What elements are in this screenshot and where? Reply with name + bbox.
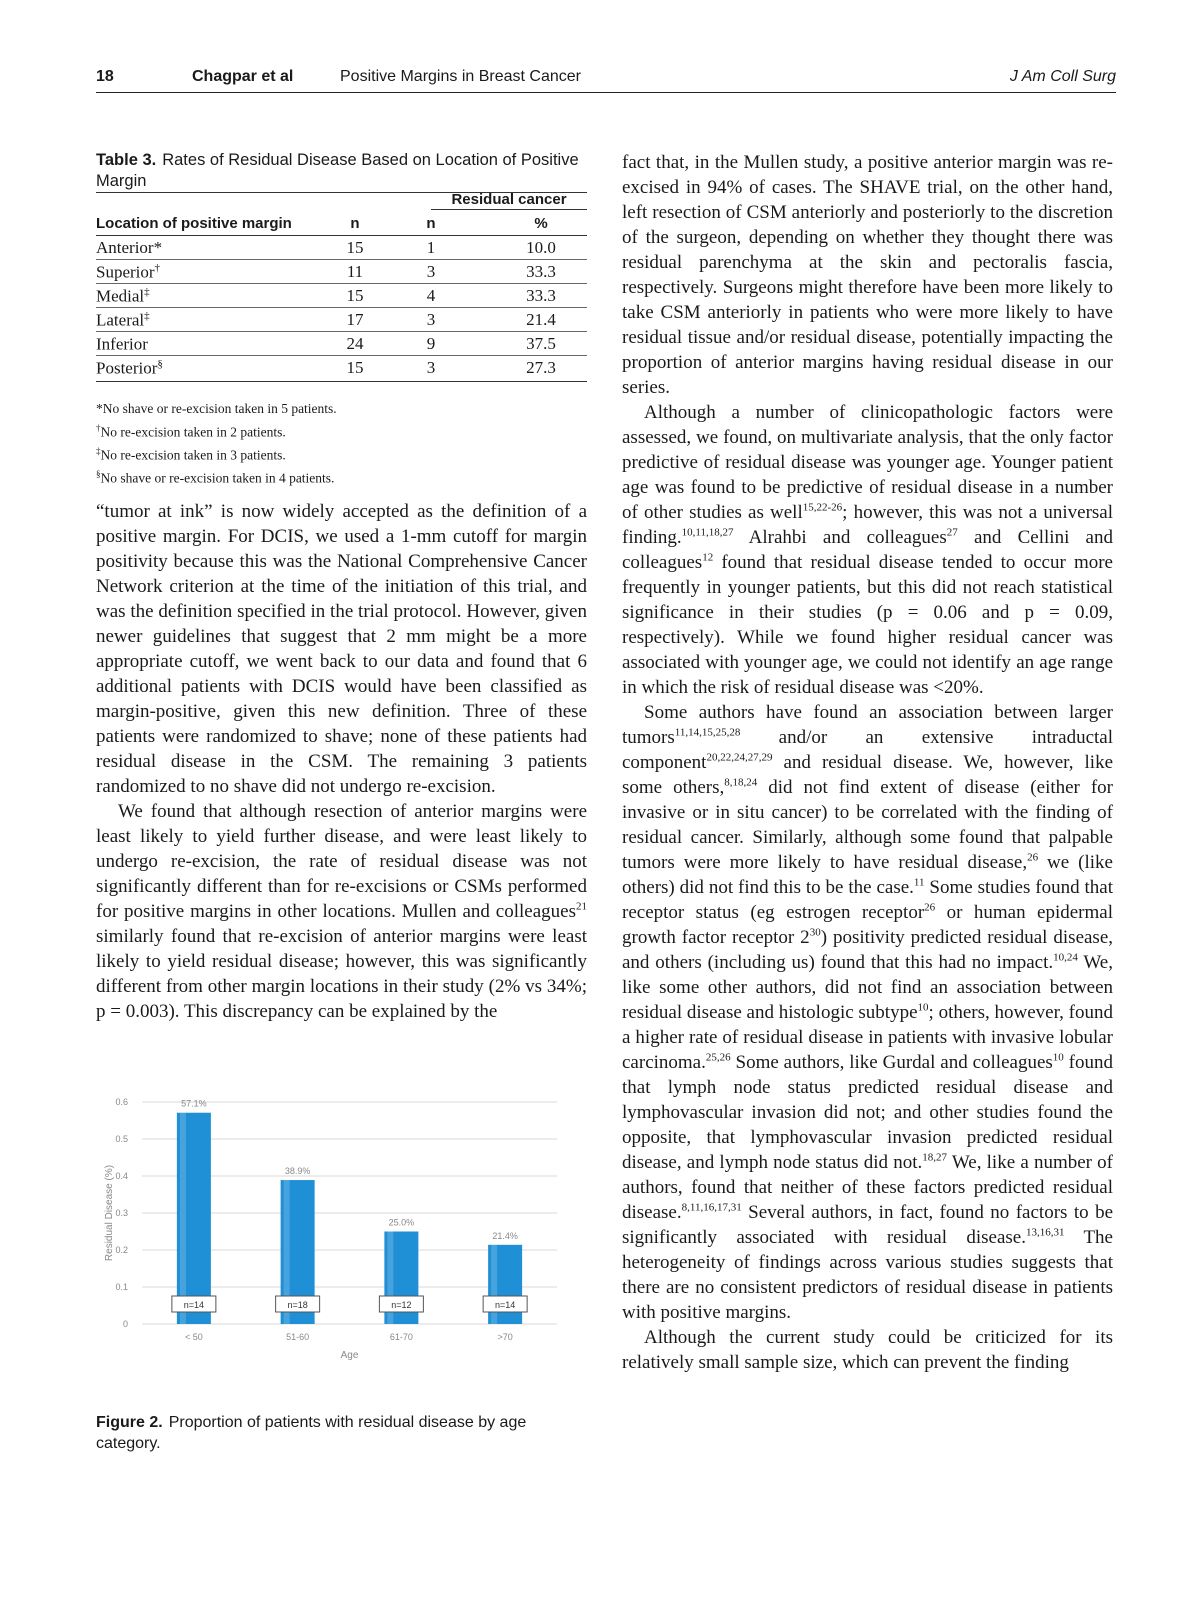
table-row-residual-n: 3 xyxy=(426,310,436,329)
table-group-rule xyxy=(431,209,587,210)
table-row-residual-n: 3 xyxy=(426,262,436,281)
n-label: n=14 xyxy=(183,1300,205,1310)
y-tick-label: 0.1 xyxy=(115,1282,128,1292)
table-header-rule xyxy=(96,235,587,236)
n-label: n=12 xyxy=(391,1300,412,1310)
table-row-residual-n: 9 xyxy=(426,334,436,353)
table-footnote: *No shave or re-excision taken in 5 patients. xyxy=(96,401,337,416)
bar-chart-svg xyxy=(96,1096,587,1406)
bar-highlight xyxy=(180,1113,186,1324)
table-row-percent: 37.5 xyxy=(526,334,556,353)
table-title: Rates of Residual Disease Based on Location of Positive Margin xyxy=(96,151,579,190)
left-column-text xyxy=(96,499,587,1024)
table-row-location: Medial‡ xyxy=(96,286,150,306)
table-footnote: §No shave or re-excision taken in 4 patients. xyxy=(96,468,335,485)
table-row-rule xyxy=(96,355,587,356)
table-header-n: n xyxy=(350,215,360,232)
y-tick-label: 0.3 xyxy=(115,1208,128,1218)
table-row-n: 15 xyxy=(346,358,364,377)
data-label: 21.4% xyxy=(492,1230,518,1241)
table-row-percent: 27.3 xyxy=(526,358,556,377)
table-header-percent: % xyxy=(534,215,548,232)
figure-caption-text: Proportion of patients with residual disease by age category. xyxy=(96,1414,527,1452)
x-axis-label: Age xyxy=(340,1350,359,1361)
table-row-location: Anterior* xyxy=(96,238,163,257)
table-header-location: Location of positive margin xyxy=(96,215,292,232)
table-header-residual-n: n xyxy=(426,215,436,232)
table-row-residual-n: 3 xyxy=(426,358,436,377)
table-row-n: 24 xyxy=(346,334,364,353)
table-row-location: Superior† xyxy=(96,262,161,282)
x-tick-label: >70 xyxy=(497,1332,513,1342)
table-row-rule xyxy=(96,259,587,260)
x-tick-label: 51-60 xyxy=(286,1332,310,1342)
table-row-location: Lateral‡ xyxy=(96,310,150,330)
table-row-percent: 33.3 xyxy=(526,262,556,281)
n-label: n=14 xyxy=(494,1300,516,1310)
table-caption xyxy=(96,150,587,192)
figure-label: Figure 2. xyxy=(96,1414,163,1431)
page-number: 18 xyxy=(96,68,114,85)
table-footnote: ‡No re-excision taken in 3 patients. xyxy=(96,445,286,462)
body-paragraph: Although the current study could be criticized for its relatively small sample size, which can prevent the finding xyxy=(622,1327,1113,1373)
header-journal: J Am Coll Surg xyxy=(1009,68,1116,85)
figure-2-chart xyxy=(96,1096,587,1406)
y-tick-label: 0 xyxy=(122,1319,128,1329)
header-running-title: Positive Margins in Breast Cancer xyxy=(340,68,581,85)
table-row-n: 11 xyxy=(346,262,364,281)
table-row-location: Posterior§ xyxy=(96,358,163,378)
table-row-percent: 21.4 xyxy=(526,310,556,329)
body-paragraph: Some authors have found an association between larger tumors$^{11,14,15,25,28}$ and/or an extensive intraductal component$^{20,22,24,27,29}$ and residual disease. We, however, like some others,$^{8,18,24}$ did not find extent of disease (either for invasive or in situ cancer) to be correlated with the finding of residual cancer. Similarly, although some found that palpable tumors were more likely to have residual disease,$^{26}$ we (like others) did not find this to be the case.$^{11}$ Some studies found that receptor status (eg estrogen receptor$^{26}$ or human epidermal growth factor receptor $2^{30}$) positivity predicted residual disease, and others (including us) found that this had no impact.$^{10,24}$ We, like some other authors, did not find an association between residual disease and histologic subtype$^{10}$; others, however, found a higher rate of residual disease in patients with invasive lobular carcinoma.$^{25,26}$ Some authors, like Gurdal and colleagues$^{10}$ found that lymph node status predicted residual disease and lymphovascular invasion did not; and other studies found the opposite, that lymphovascular invasion predicted residual disease, and lymph node status did not.$^{18,27}$ We, like a number of authors, found that neither of these factors predicted residual disease.$^{8,11,16,17,31}$ Several authors, in fact, found no factors to be significantly associated with residual disease.$^{13,16,31}$ The heterogeneity of findings across various studies suggests that there are no consistent predictors of residual disease in patients with positive margins. xyxy=(622,702,1114,1323)
table-label: Table 3. xyxy=(96,151,157,169)
y-tick-label: 0.6 xyxy=(115,1097,128,1107)
table-row-n: 15 xyxy=(346,238,364,257)
table-row-rule xyxy=(96,331,587,332)
right-column-text xyxy=(622,150,1113,1375)
table-row-residual-n: 4 xyxy=(426,286,436,305)
y-axis-label: Residual Disease (%) xyxy=(104,1164,115,1262)
table-row-percent: 10.0 xyxy=(526,238,556,257)
table-row-residual-n: 1 xyxy=(426,238,436,257)
table-group-header: Residual cancer xyxy=(451,191,567,208)
header-authors: Chagpar et al xyxy=(192,68,294,85)
data-label: 25.0% xyxy=(388,1217,415,1228)
body-paragraph: “tumor at ink” is now widely accepted as the definition of a positive margin. For DCIS, we used a 1-mm cutoff for margin positivity because this was the National Comprehensive Cancer Network criterion at the time of the initiation of this trial, and was the definition specified in the trial protocol. However, given newer guidelines that suggest that 2 mm might be a more appropriate cutoff, we went back to our data and found that 6 additional patients with DCIS would have been classified as margin-positive, given this new definition. Three of these patients were randomized to shave; none of these patients had residual disease in the CSM. The remaining 3 patients randomized to no shave did not undergo re-excision. xyxy=(96,501,587,797)
table-bottom-rule xyxy=(96,381,587,382)
table-row-rule xyxy=(96,283,587,284)
table-row-n: 15 xyxy=(346,286,364,305)
y-tick-label: 0.4 xyxy=(115,1171,128,1181)
table-footnote: †No re-excision taken in 2 patients. xyxy=(96,422,286,439)
x-tick-label: 61-70 xyxy=(389,1332,413,1342)
data-label: 57.1% xyxy=(181,1098,207,1109)
table-row-rule xyxy=(96,307,587,308)
table-footnotes xyxy=(96,400,587,488)
n-label: n=18 xyxy=(287,1300,308,1310)
body-paragraph: Although a number of clinicopathologic factors were assessed, we found, on multivariate analysis, that the only factor predictive of residual disease was younger age. Younger patient age was found to be predictive of residual disease in a number of other studies as well$^{15,22-26}$; however, this was not a universal finding.$^{10,11,18,27}$ Alrahbi and colleagues$^{27}$ and Cellini and colleagues$^{12}$ found that residual disease tended to occur more frequently in younger patients, but this did not reach statistical significance in their studies (p = 0.06 and p = 0.09, respectively). While we found higher residual cancer was associated with younger age, we could not identify an age range in which the risk of residual disease was <20%. xyxy=(622,402,1114,698)
body-paragraph: fact that, in the Mullen study, a positive anterior margin was re-excised in 94% of cases. The SHAVE trial, on the other hand, left resection of CSM anteriorly and posteriorly to the discretion of the surgeon, depending on whether they thought there was residual parenchyma at the skin and pectoralis fascia, respectively. Surgeons might therefore have been more likely to take CSM anteriorly in patients who were more likely to have residual tissue and/or residual disease, potentially impacting the proportion of anterior margins having residual disease in our series. xyxy=(622,152,1113,398)
y-tick-label: 0.5 xyxy=(115,1134,128,1144)
table-row-location: Inferior xyxy=(96,334,148,354)
table-row-percent: 33.3 xyxy=(526,286,556,305)
body-paragraph: We found that although resection of anterior margins were least likely to yield further disease, and were least likely to undergo re-excision, the rate of residual disease was not significantly different than for re-excisions or CSMs performed for positive margins in other locations. Mullen and colleagues$^{21}$ similarly found that re-excision of anterior margins were least likely to yield residual disease; however, this was significantly different from other margin locations in their study (2% vs 34%; p = 0.003). This discrepancy can be explained by the xyxy=(96,801,587,1022)
table-row-n: 17 xyxy=(346,310,364,329)
figure-caption xyxy=(96,1412,587,1454)
running-header xyxy=(96,64,1116,93)
x-tick-label: < 50 xyxy=(184,1332,203,1342)
data-label: 38.9% xyxy=(284,1166,311,1177)
y-tick-label: 0.2 xyxy=(115,1245,128,1255)
